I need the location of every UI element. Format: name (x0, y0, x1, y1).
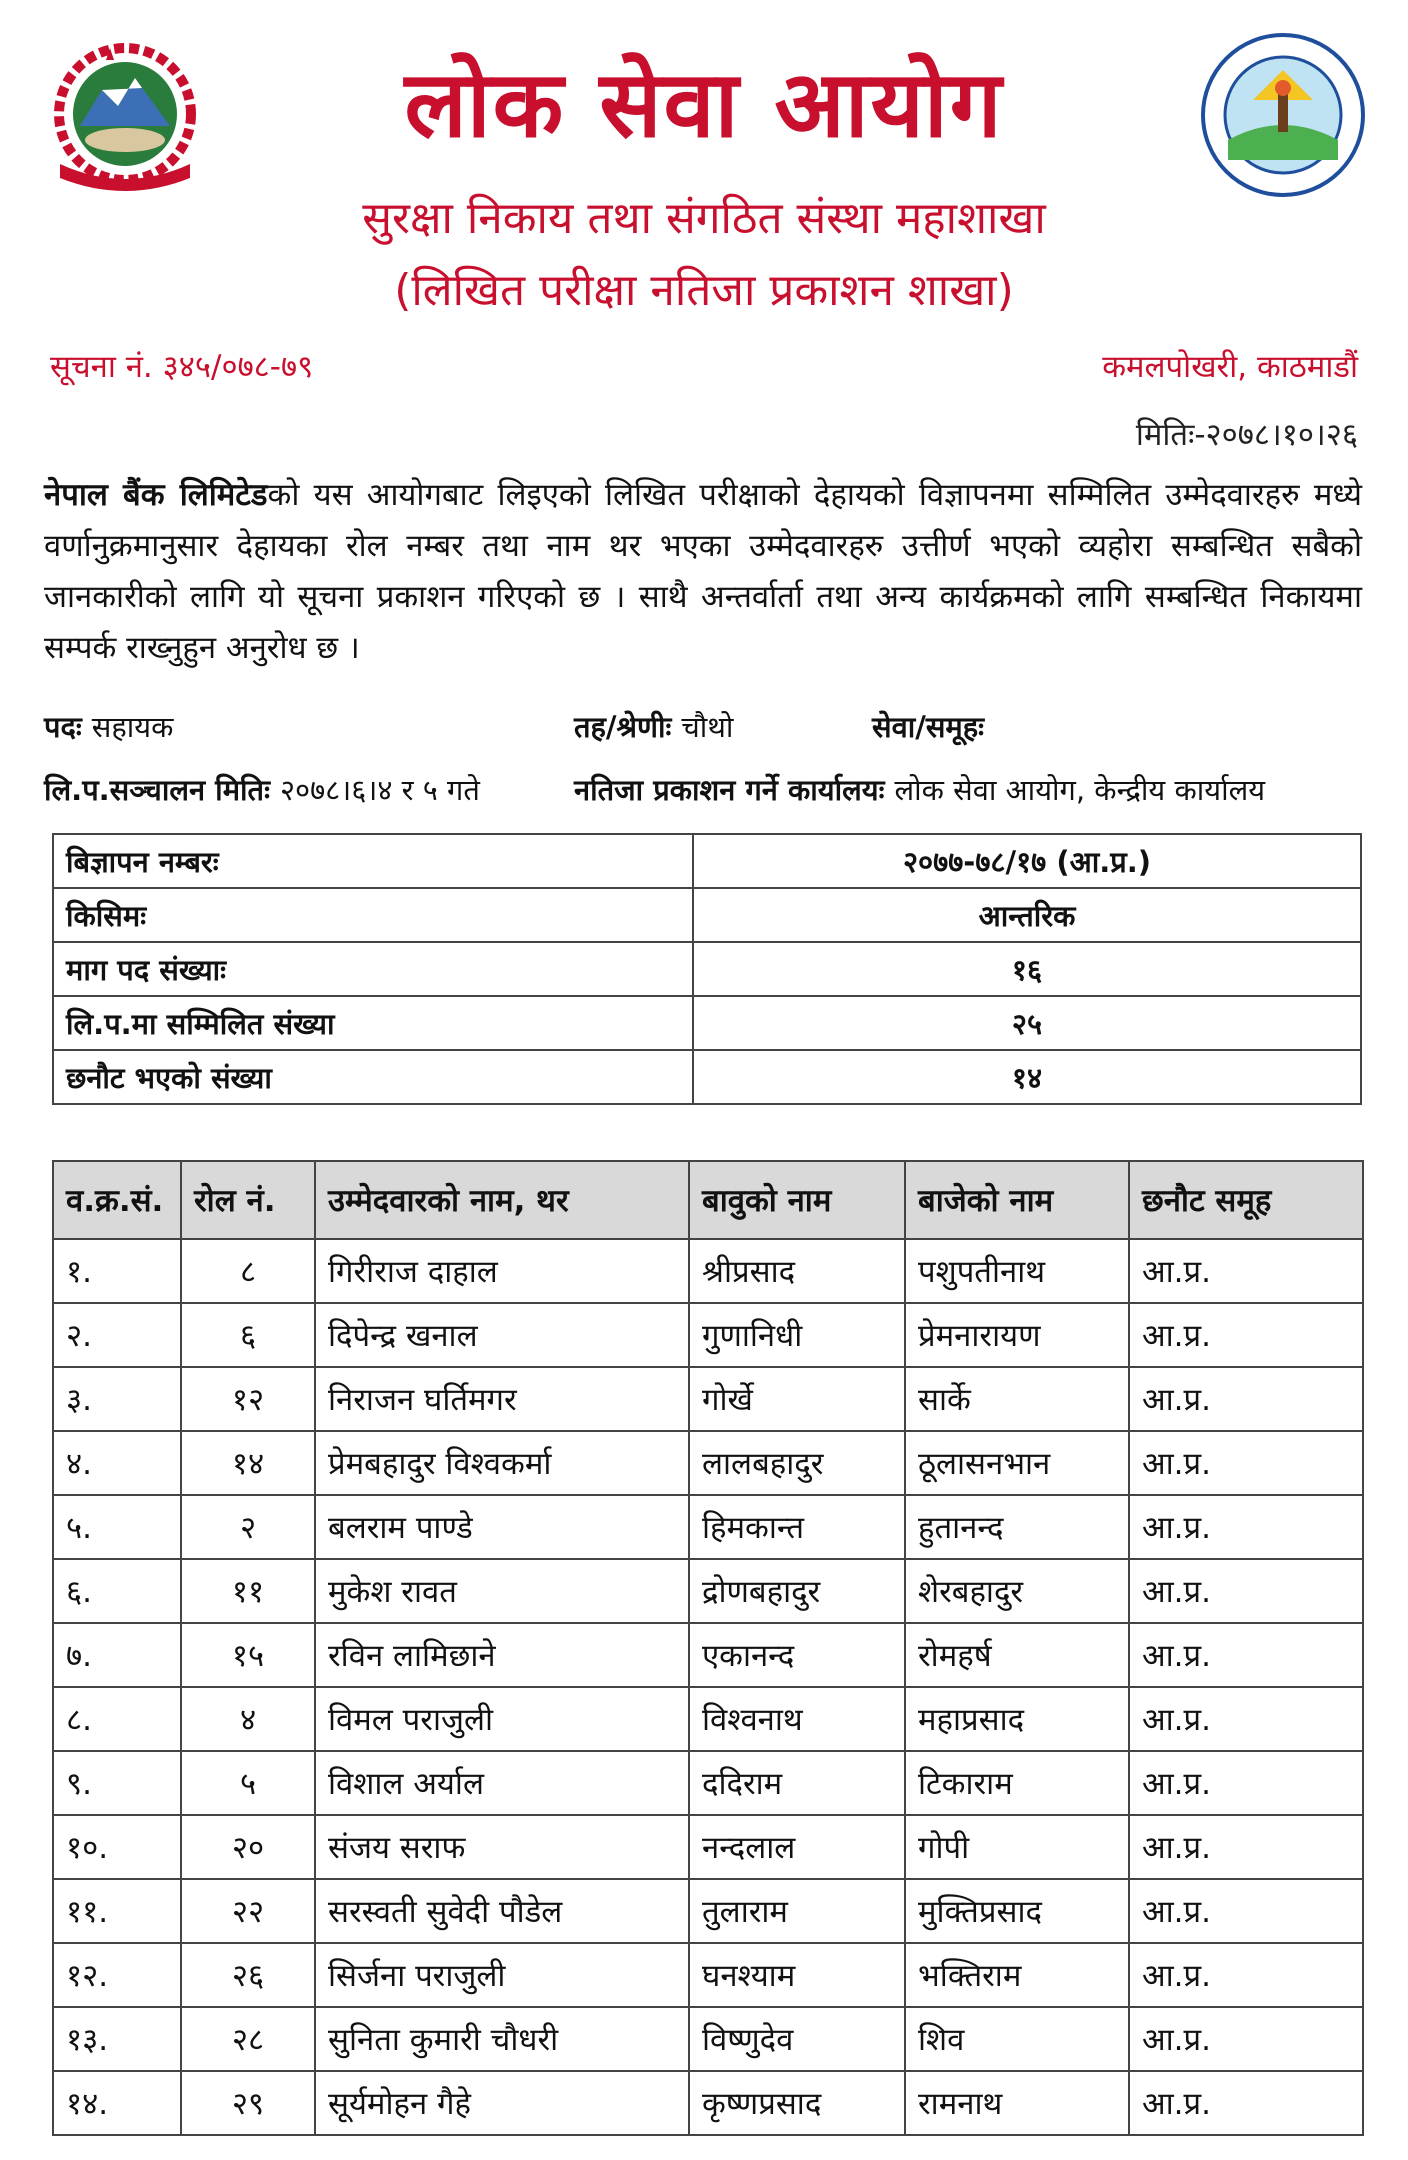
page-title: लोक सेवा आयोग (404, 51, 1004, 158)
candidate-name: सुनिता कुमारी चौधरी (315, 2007, 689, 2071)
selection-group: आ.प्र. (1129, 1943, 1363, 2007)
table-row (53, 1815, 1363, 1879)
serial-no: १४. (53, 2071, 181, 2135)
division-name: सुरक्षा निकाय तथा संगठित संस्था महाशाखा (362, 193, 1046, 244)
selection-group: आ.प्र. (1129, 1495, 1363, 1559)
level-value: चौथो (681, 710, 734, 744)
service-field (872, 707, 994, 746)
father-name: हिमकान्त (689, 1495, 905, 1559)
grandfather-name: पशुपतीनाथ (905, 1239, 1129, 1303)
father-name: विश्वनाथ (689, 1687, 905, 1751)
roll-no: २० (181, 1815, 315, 1879)
notice-paragraph (44, 470, 1362, 674)
info-value: आन्तरिक (693, 888, 1361, 942)
info-label: माग पद संख्याः (53, 942, 693, 996)
table-row (53, 1367, 1363, 1431)
info-label: बिज्ञापन नम्बरः (53, 834, 693, 888)
table-row (53, 1495, 1363, 1559)
candidate-name: सरस्वती सुवेदी पौडेल (315, 1879, 689, 1943)
post-value: सहायक (91, 710, 174, 744)
level-label: तह/श्रेणीः (574, 710, 672, 744)
grandfather-name: रामनाथ (905, 2071, 1129, 2135)
info-value: २०७७-७८/१७ (आ.प्र.) (693, 834, 1361, 888)
service-label: सेवा/समूहः (872, 710, 985, 744)
post-field (44, 707, 173, 746)
organization-name: नेपाल बैंक लिमिटेड (44, 477, 268, 513)
info-row (53, 996, 1361, 1050)
results-body (53, 1239, 1363, 2135)
col-father-header: बावुको नाम (689, 1161, 905, 1239)
candidate-name: दिपेन्द्र खनाल (315, 1303, 689, 1367)
grandfather-name: भक्तिराम (905, 1943, 1129, 2007)
info-label: छनौट भएको संख्या (53, 1050, 693, 1104)
level-field (574, 707, 733, 746)
grandfather-name: टिकाराम (905, 1751, 1129, 1815)
roll-no: २८ (181, 2007, 315, 2071)
selection-group: आ.प्र. (1129, 1559, 1363, 1623)
info-row (53, 888, 1361, 942)
info-value: २५ (693, 996, 1361, 1050)
serial-no: ११. (53, 1879, 181, 1943)
roll-no: १५ (181, 1623, 315, 1687)
exam-date-label: लि.प.सञ्चालन मितिः (44, 773, 270, 807)
table-row (53, 1303, 1363, 1367)
col-grandfather-header: बाजेको नाम (905, 1161, 1129, 1239)
exam-date-value: २०७८।६।४ र ५ गते (279, 773, 480, 807)
office-location: कमलपोखरी, काठमाडौं (1102, 349, 1358, 385)
serial-no: १२. (53, 1943, 181, 2007)
grandfather-name: प्रेमनारायण (905, 1303, 1129, 1367)
grandfather-name: ठूलासनभान (905, 1431, 1129, 1495)
selection-group: आ.प्र. (1129, 1751, 1363, 1815)
selection-group: आ.प्र. (1129, 2007, 1363, 2071)
result-office-label: नतिजा प्रकाशन गर्ने कार्यालयः (574, 773, 885, 807)
father-name: गोर्खे (689, 1367, 905, 1431)
serial-no: ९. (53, 1751, 181, 1815)
results-header-row (53, 1161, 1363, 1239)
serial-no: २. (53, 1303, 181, 1367)
candidate-name: गिरीराज दाहाल (315, 1239, 689, 1303)
father-name: श्रीप्रसाद (689, 1239, 905, 1303)
selection-group: आ.प्र. (1129, 1879, 1363, 1943)
notice-date: मितिः-२०७८।१०।२६ (1135, 417, 1358, 453)
roll-no: २६ (181, 1943, 315, 2007)
serial-no: ८. (53, 1687, 181, 1751)
serial-no: १०. (53, 1815, 181, 1879)
advertisement-info-table (52, 833, 1362, 1105)
roll-no: ६ (181, 1303, 315, 1367)
section-name: (लिखित परीक्षा नतिजा प्रकाशन शाखा) (394, 265, 1014, 316)
candidate-name: निराजन घर्तिमगर (315, 1367, 689, 1431)
table-row (53, 1751, 1363, 1815)
grandfather-name: सार्के (905, 1367, 1129, 1431)
table-row (53, 1623, 1363, 1687)
grandfather-name: शिव (905, 2007, 1129, 2071)
father-name: नन्दलाल (689, 1815, 905, 1879)
candidate-name: सूर्यमोहन गैहे (315, 2071, 689, 2135)
selection-group: आ.प्र. (1129, 1367, 1363, 1431)
serial-no: ६. (53, 1559, 181, 1623)
table-row (53, 1879, 1363, 1943)
father-name: लालबहादुर (689, 1431, 905, 1495)
col-roll-header: रोल नं. (181, 1161, 315, 1239)
grandfather-name: मुक्तिप्रसाद (905, 1879, 1129, 1943)
father-name: ददिराम (689, 1751, 905, 1815)
candidate-name: रविन लामिछाने (315, 1623, 689, 1687)
info-value: १६ (693, 942, 1361, 996)
grandfather-name: शेरबहादुर (905, 1559, 1129, 1623)
candidate-name: विमल पराजुली (315, 1687, 689, 1751)
father-name: द्रोणबहादुर (689, 1559, 905, 1623)
selection-group: आ.प्र. (1129, 1303, 1363, 1367)
info-label: लि.प.मा सम्मिलित संख्या (53, 996, 693, 1050)
info-row (53, 942, 1361, 996)
result-office-field (574, 770, 1265, 809)
father-name: कृष्णप्रसाद (689, 2071, 905, 2135)
info-value: १४ (693, 1050, 1361, 1104)
father-name: एकानन्द (689, 1623, 905, 1687)
roll-no: २९ (181, 2071, 315, 2135)
roll-no: ४ (181, 1687, 315, 1751)
serial-no: ७. (53, 1623, 181, 1687)
roll-no: ५ (181, 1751, 315, 1815)
table-row (53, 1559, 1363, 1623)
selection-group: आ.प्र. (1129, 1623, 1363, 1687)
serial-no: ३. (53, 1367, 181, 1431)
candidate-name: मुकेश रावत (315, 1559, 689, 1623)
father-name: तुलाराम (689, 1879, 905, 1943)
serial-no: १. (53, 1239, 181, 1303)
selection-group: आ.प्र. (1129, 1239, 1363, 1303)
notice-number: सूचना नं. ३४५/०७८-७९ (50, 349, 314, 385)
selection-group: आ.प्र. (1129, 1431, 1363, 1495)
col-serial-header: व.क्र.सं. (53, 1161, 181, 1239)
grandfather-name: गोपी (905, 1815, 1129, 1879)
selection-group: आ.प्र. (1129, 1815, 1363, 1879)
table-row (53, 2071, 1363, 2135)
grandfather-name: महाप्रसाद (905, 1687, 1129, 1751)
info-label: किसिमः (53, 888, 693, 942)
exam-date-field (44, 770, 480, 809)
table-row (53, 1943, 1363, 2007)
roll-no: २२ (181, 1879, 315, 1943)
roll-no: १२ (181, 1367, 315, 1431)
serial-no: १३. (53, 2007, 181, 2071)
notice-text: को यस आयोगबाट लिइएको लिखित परीक्षाको देहायको विज्ञापनमा सम्मिलित उम्मेदवारहरु मध्ये वर्णानुक्रमानुसार देहायका रोल नम्बर तथा नाम थर भएका उम्मेदवारहरु उत्तीर्ण भएको व्यहोरा सम्बन्धित सबैको जानकारीको लागि यो सूचना प्रकाशन गरिएको छ । साथै अन्तर्वार्ता तथा अन्य कार्यक्रमको लागि सम्बन्धित निकायमा सम्पर्क राख्नुहुन अनुरोध छ । (44, 477, 1363, 666)
table-row (53, 1431, 1363, 1495)
candidate-name: विशाल अर्याल (315, 1751, 689, 1815)
grandfather-name: हुतानन्द (905, 1495, 1129, 1559)
candidate-name: संजय सराफ (315, 1815, 689, 1879)
table-row (53, 1239, 1363, 1303)
roll-no: ८ (181, 1239, 315, 1303)
col-name-header: उम्मेदवारको नाम, थर (315, 1161, 689, 1239)
candidate-name: बलराम पाण्डे (315, 1495, 689, 1559)
father-name: घनश्याम (689, 1943, 905, 2007)
roll-no: १४ (181, 1431, 315, 1495)
selection-group: आ.प्र. (1129, 2071, 1363, 2135)
grandfather-name: रोमहर्ष (905, 1623, 1129, 1687)
table-row (53, 1687, 1363, 1751)
table-row (53, 2007, 1363, 2071)
results-table (52, 1160, 1364, 2136)
father-name: गुणानिधी (689, 1303, 905, 1367)
info-row (53, 1050, 1361, 1104)
selection-group: आ.प्र. (1129, 1687, 1363, 1751)
roll-no: ११ (181, 1559, 315, 1623)
candidate-name: प्रेमबहादुर विश्वकर्मा (315, 1431, 689, 1495)
info-row (53, 834, 1361, 888)
candidate-name: सिर्जना पराजुली (315, 1943, 689, 2007)
serial-no: ५. (53, 1495, 181, 1559)
post-label: पदः (44, 710, 82, 744)
roll-no: २ (181, 1495, 315, 1559)
father-name: विष्णुदेव (689, 2007, 905, 2071)
serial-no: ४. (53, 1431, 181, 1495)
result-office-value: लोक सेवा आयोग, केन्द्रीय कार्यालय (894, 773, 1266, 807)
col-group-header: छनौट समूह (1129, 1161, 1363, 1239)
